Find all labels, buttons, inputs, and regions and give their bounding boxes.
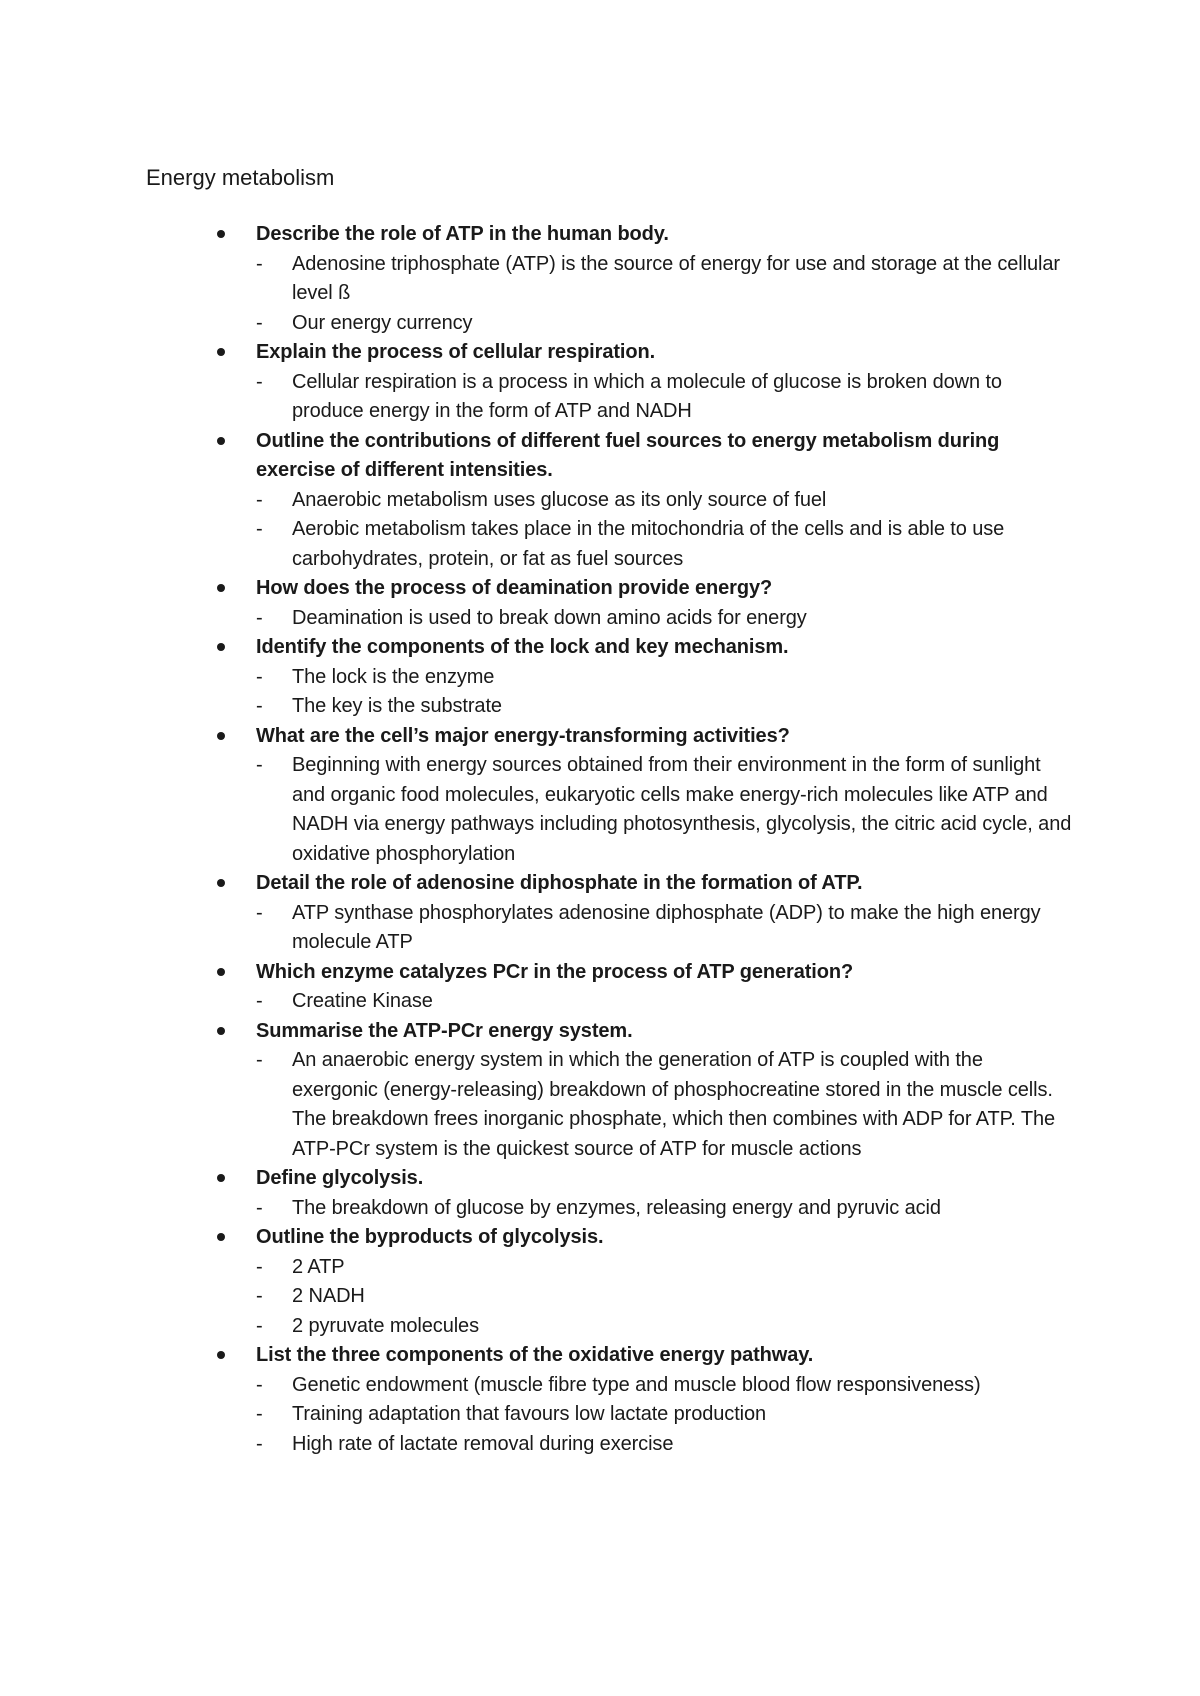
question-text: Summarise the ATP-PCr energy system. bbox=[256, 1019, 633, 1042]
dash-marker: - bbox=[256, 1196, 263, 1219]
question-item bbox=[0, 220, 1200, 338]
bullet-icon bbox=[217, 1351, 225, 1359]
question-item bbox=[0, 633, 1200, 722]
answer-list bbox=[0, 250, 1200, 339]
question-text: Outline the byproducts of glycolysis. bbox=[256, 1226, 604, 1248]
question-item bbox=[0, 1223, 1200, 1341]
question-text: List the three components of the oxidative energy pathway. bbox=[256, 1344, 814, 1366]
dash-marker: - bbox=[256, 488, 263, 511]
question-item bbox=[0, 958, 1200, 1017]
answer-list bbox=[0, 751, 1200, 869]
answer-item bbox=[0, 309, 1200, 339]
answer-list bbox=[0, 604, 1200, 634]
answer-text: Genetic endowment (muscle fibre type and muscle blood flow responsiveness) bbox=[292, 1373, 981, 1396]
answer-item bbox=[0, 486, 1200, 516]
question-text: Outline the contributions of different fuel sources to energy metabolism during exercise of different intensities. bbox=[256, 429, 1000, 481]
answer-text: Deamination is used to break down amino acids for energy bbox=[292, 606, 807, 629]
dash-marker: - bbox=[256, 1285, 263, 1307]
question-text: Which enzyme catalyzes PCr in the process of ATP generation? bbox=[256, 960, 854, 983]
dash-marker: - bbox=[256, 518, 263, 540]
dash-marker: - bbox=[256, 754, 263, 776]
question-item bbox=[0, 1341, 1200, 1459]
dash-marker: - bbox=[256, 1314, 263, 1337]
answer-text: ATP synthase phosphorylates adenosine diphosphate (ADP) to make the high energy molecule ATP bbox=[292, 901, 1041, 953]
question-item bbox=[0, 338, 1200, 427]
question-text: Explain the process of cellular respiration. bbox=[256, 341, 656, 363]
answer-text: Our energy currency bbox=[292, 311, 473, 334]
dash-marker: - bbox=[256, 695, 263, 717]
answer-text: 2 ATP bbox=[292, 1255, 345, 1278]
answer-list bbox=[0, 486, 1200, 575]
answer-text: An anaerobic energy system in which the generation of ATP is coupled with the exergonic (energy-releasing) breakdown of phosphocreatine stored in the muscle cells. The breakdown frees inorganic phosphate, which then combines with ADP for ATP. The ATP-PCr system is the quickest source of ATP for muscle actions bbox=[292, 1049, 1055, 1160]
question-item bbox=[0, 427, 1200, 575]
answer-text: Beginning with energy sources obtained from their environment in the form of sunlight and organic food molecules, eukaryotic cells make energy-rich molecules like ATP and NADH via energy pathways including photosynthesis, glycolysis, the citric acid cycle, and oxidative phosphorylation bbox=[292, 754, 1072, 865]
question-list bbox=[0, 220, 1200, 1459]
answer-item bbox=[0, 368, 1200, 427]
answer-text: The lock is the enzyme bbox=[292, 665, 495, 688]
question-text: What are the cell’s major energy-transforming activities? bbox=[256, 724, 790, 747]
bullet-icon bbox=[217, 437, 225, 445]
dash-marker: - bbox=[256, 901, 263, 924]
bullet-icon bbox=[217, 1233, 225, 1241]
dash-marker: - bbox=[256, 606, 263, 629]
question-text: Identify the components of the lock and key mechanism. bbox=[256, 636, 789, 658]
question-item bbox=[0, 869, 1200, 958]
question-text: Define glycolysis. bbox=[256, 1167, 424, 1189]
dash-marker: - bbox=[256, 370, 263, 393]
bullet-icon bbox=[217, 348, 225, 356]
bullet-icon bbox=[217, 1027, 225, 1035]
answer-list bbox=[0, 899, 1200, 958]
dash-marker: - bbox=[256, 311, 263, 334]
answer-text: Adenosine triphosphate (ATP) is the source of energy for use and storage at the cellular level ß bbox=[292, 252, 1060, 304]
answer-list bbox=[0, 1253, 1200, 1342]
dash-marker: - bbox=[256, 1432, 263, 1455]
answer-text: High rate of lactate removal during exercise bbox=[292, 1432, 674, 1455]
question-item bbox=[0, 574, 1200, 633]
answer-text: 2 pyruvate molecules bbox=[292, 1314, 479, 1337]
bullet-icon bbox=[217, 584, 225, 592]
dash-marker: - bbox=[256, 665, 263, 688]
bullet-icon bbox=[217, 968, 225, 976]
bullet-icon bbox=[217, 230, 225, 238]
dash-marker: - bbox=[256, 990, 263, 1012]
page-title: Energy metabolism bbox=[146, 165, 335, 190]
answer-text: Creatine Kinase bbox=[292, 990, 433, 1012]
dash-marker: - bbox=[256, 1255, 263, 1278]
answer-item bbox=[0, 515, 1200, 574]
answer-list bbox=[0, 987, 1200, 1017]
answer-item bbox=[0, 250, 1200, 309]
dash-marker: - bbox=[256, 1373, 263, 1396]
bullet-icon bbox=[217, 1174, 225, 1182]
answer-item bbox=[0, 604, 1200, 634]
answer-item bbox=[0, 1312, 1200, 1342]
answer-item bbox=[0, 899, 1200, 958]
question-item bbox=[0, 1017, 1200, 1165]
dash-marker: - bbox=[256, 252, 263, 275]
answer-text: The breakdown of glucose by enzymes, releasing energy and pyruvic acid bbox=[292, 1196, 941, 1219]
question-text: Describe the role of ATP in the human body. bbox=[256, 223, 669, 245]
answer-item bbox=[0, 751, 1200, 869]
answer-item bbox=[0, 1253, 1200, 1283]
bullet-icon bbox=[217, 643, 225, 651]
answer-list bbox=[0, 368, 1200, 427]
answer-item bbox=[0, 663, 1200, 693]
bullet-icon bbox=[217, 732, 225, 740]
answer-item bbox=[0, 1430, 1200, 1460]
dash-marker: - bbox=[256, 1049, 263, 1071]
answer-text: The key is the substrate bbox=[292, 695, 502, 717]
answer-item bbox=[0, 692, 1200, 722]
answer-list bbox=[0, 663, 1200, 722]
question-item bbox=[0, 1164, 1200, 1223]
answer-text: Training adaptation that favours low lactate production bbox=[292, 1403, 767, 1425]
bullet-icon bbox=[217, 879, 225, 887]
answer-item bbox=[0, 1046, 1200, 1164]
dash-marker: - bbox=[256, 1403, 263, 1425]
answer-text: Cellular respiration is a process in which a molecule of glucose is broken down to produce energy in the form of ATP and NADH bbox=[292, 370, 1002, 422]
answer-item bbox=[0, 1282, 1200, 1312]
answer-text: Aerobic metabolism takes place in the mitochondria of the cells and is able to use carbohydrates, protein, or fat as fuel sources bbox=[292, 518, 1005, 570]
answer-list bbox=[0, 1371, 1200, 1460]
question-text: Detail the role of adenosine diphosphate in the formation of ATP. bbox=[256, 872, 863, 894]
question-text: How does the process of deamination provide energy? bbox=[256, 577, 773, 599]
answer-list bbox=[0, 1046, 1200, 1164]
answer-item bbox=[0, 1400, 1200, 1430]
answer-item bbox=[0, 1371, 1200, 1401]
answer-text: Anaerobic metabolism uses glucose as its only source of fuel bbox=[292, 488, 827, 511]
answer-item bbox=[0, 1194, 1200, 1224]
answer-list bbox=[0, 1194, 1200, 1224]
answer-text: 2 NADH bbox=[292, 1285, 365, 1307]
question-item bbox=[0, 722, 1200, 870]
answer-item bbox=[0, 987, 1200, 1017]
